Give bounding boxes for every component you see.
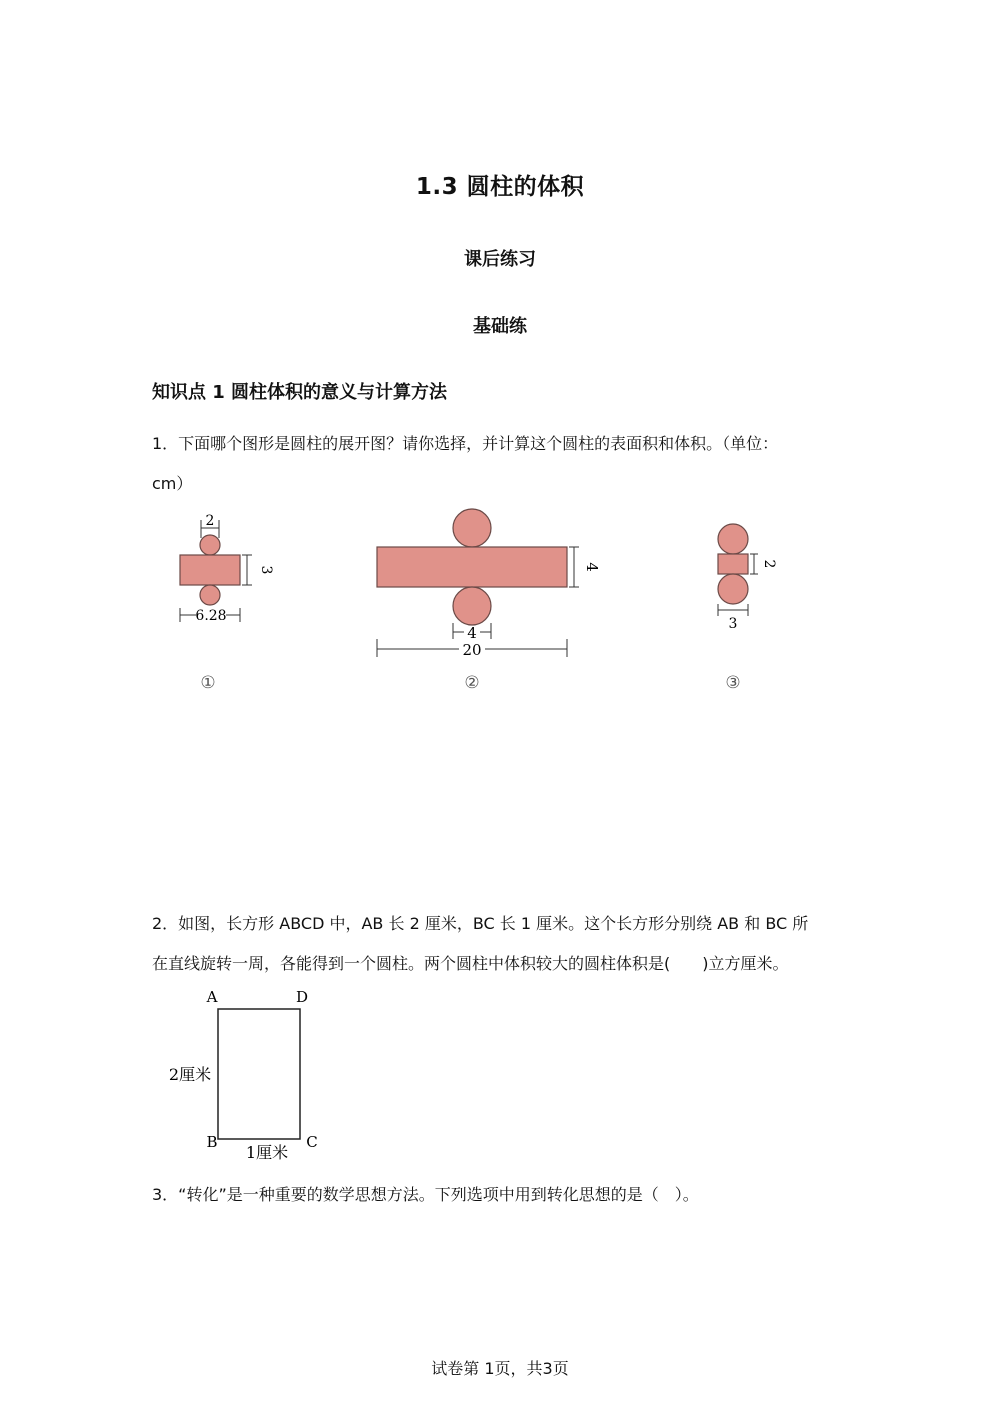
question-2-text bbox=[152, 904, 852, 984]
figure-2-bottom-circle bbox=[453, 587, 491, 625]
figure-1-bottom-circle bbox=[200, 585, 220, 605]
figure-1-net bbox=[170, 508, 280, 698]
rectangle-abcd bbox=[218, 1009, 300, 1139]
question-2-line-2: 在直线旋转一周，各能得到一个圆柱。两个圆柱中体积较大的圆柱体积是( )立方厘米。 bbox=[152, 954, 789, 973]
page-title: 1.3 圆柱的体积 bbox=[415, 174, 585, 200]
subtitle-basic: 基础练 bbox=[473, 316, 527, 337]
side-bc-length-label: 1厘米 bbox=[245, 1143, 289, 1162]
question-1-line-1: 1．下面哪个图形是圆柱的展开图？请你选择，并计算这个圆柱的表面积和体积。（单位： bbox=[152, 434, 779, 453]
vertex-b-label: B bbox=[206, 1133, 218, 1151]
subtitle-after-class: 课后练习 bbox=[464, 249, 536, 270]
question-3-text: 3．“转化”是一种重要的数学思想方法。下列选项中用到转化思想的是（ ）。 bbox=[152, 1185, 699, 1204]
figure-1-top-circle bbox=[200, 535, 220, 555]
figure-3-rectangle bbox=[718, 554, 748, 574]
vertex-d-label: D bbox=[295, 988, 309, 1006]
figure-1-rectangle bbox=[180, 555, 240, 585]
question-1-text bbox=[152, 424, 852, 504]
figure-1-top-label: 2 bbox=[205, 513, 215, 529]
figure-3-side-label: 2 bbox=[761, 559, 777, 569]
figure-3-bottom-label: 3 bbox=[728, 616, 738, 632]
figure-2-bottom-label: 20 bbox=[462, 641, 482, 659]
question-1-line-2: cm） bbox=[152, 474, 193, 493]
figure-2-number: ② bbox=[464, 673, 480, 693]
section-heading: 知识点 1 圆柱体积的意义与计算方法 bbox=[152, 382, 448, 403]
figure-2-rectangle bbox=[377, 547, 567, 587]
figure-3-net bbox=[705, 518, 785, 698]
rectangle-abcd-figure bbox=[160, 985, 340, 1165]
side-ab-length-label: 2厘米 bbox=[168, 1065, 212, 1084]
figure-1-side-label: 3 bbox=[258, 565, 274, 575]
figure-3-number: ③ bbox=[725, 673, 741, 693]
figure-2-net bbox=[365, 505, 605, 697]
figure-1-bottom-label: 6.28 bbox=[195, 608, 227, 624]
figure-3-bottom-circle bbox=[718, 574, 748, 604]
vertex-a-label: A bbox=[206, 988, 218, 1006]
page-footer: 试卷第 1页，共3页 bbox=[431, 1359, 569, 1378]
figure-2-side-label: 4 bbox=[583, 562, 601, 572]
figure-3-top-circle bbox=[718, 524, 748, 554]
figure-2-mid-label: 4 bbox=[467, 624, 477, 642]
figure-1-number: ① bbox=[200, 673, 216, 693]
question-2-line-1: 2．如图，长方形 ABCD 中，AB 长 2 厘米，BC 长 1 厘米。这个长方形分别绕 AB 和 BC 所 bbox=[152, 914, 809, 933]
vertex-c-label: C bbox=[306, 1133, 318, 1151]
figure-2-top-circle bbox=[453, 509, 491, 547]
